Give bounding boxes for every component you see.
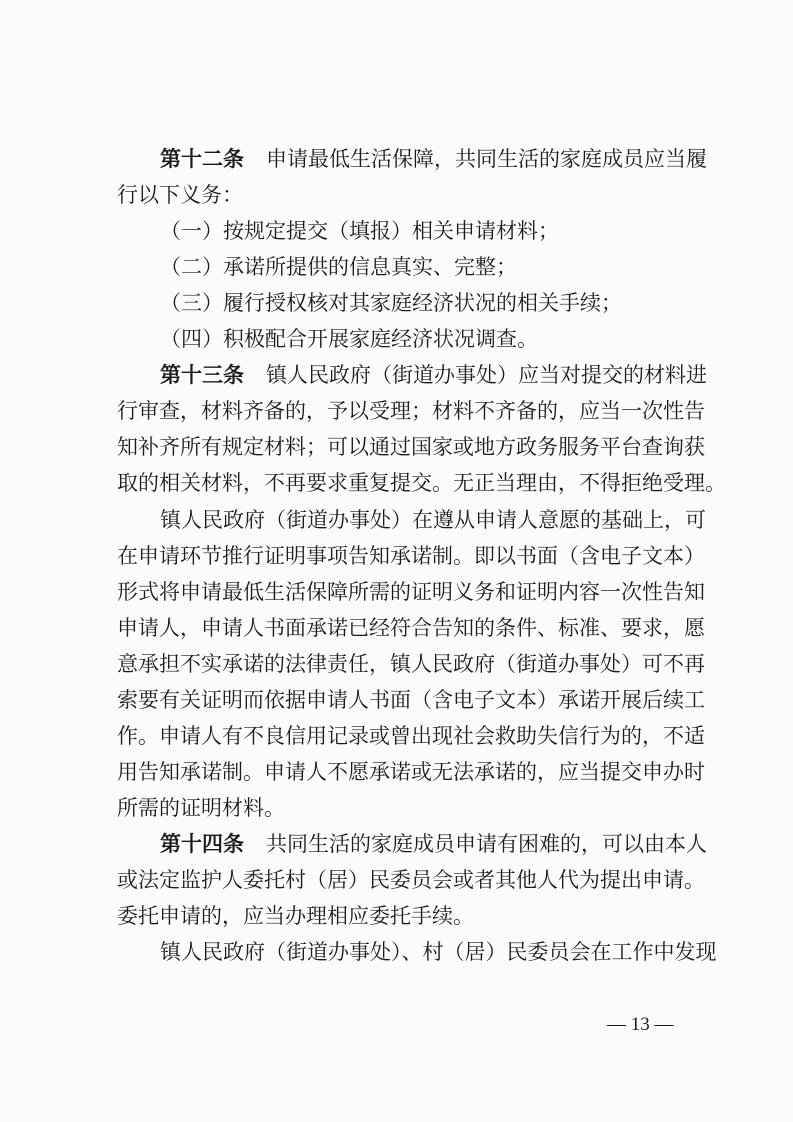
article-12-item-3: （三）履行授权核对其家庭经济状况的相关手续； [160,291,622,315]
article-12-item-1: （一）按规定提交（填报）相关申请材料； [160,219,559,243]
article-14-line-3: 委托申请的，应当办理相应委托手续。 [117,904,474,928]
article-13-line-3: 知补齐所有规定材料；可以通过国家或地方政务服务平台查询获 [117,435,705,459]
article-12-item-2: （二）承诺所提供的信息真实、完整； [160,255,517,279]
article-14-line-1 [160,830,707,858]
commitment-line-5: 意承担不实承诺的法律责任，镇人民政府（街道办事处）可不再 [117,652,705,676]
article-14-line-2: 或法定监护人委托村（居）民委员会或者其他人代为提出申请。 [117,868,705,892]
article-14-text-1: 共同生活的家庭成员申请有困难的，可以由本人 [266,832,707,856]
commitment-line-1: 镇人民政府（街道办事处）在遵从申请人意愿的基础上，可 [160,508,706,532]
commitment-line-3: 形式将申请最低生活保障所需的证明义务和证明内容一次性告知 [117,580,705,604]
commitment-line-9: 所需的证明材料。 [117,796,285,820]
article-14-heading: 第十四条 [160,831,244,856]
last-paragraph-line-1: 镇人民政府（街道办事处）、村（居）民委员会在工作中发现 [160,940,717,964]
commitment-line-4: 申请人，申请人书面承诺已经符合告知的条件、标准、要求，愿 [117,616,705,640]
page-number: — 13 — [607,1014,674,1035]
article-13-line-4: 取的相关材料，不再要求重复提交。无正当理由，不得拒绝受理。 [117,471,726,495]
article-12-item-4: （四）积极配合开展家庭经济状况调查。 [160,327,538,351]
article-13-heading: 第十三条 [160,362,244,387]
article-13-text-1: 镇人民政府（街道办事处）应当对提交的材料进 [266,363,707,387]
commitment-line-2: 在申请环节推行证明事项告知承诺制。即以书面（含电子文本） [117,544,705,568]
article-12-heading: 第十二条 [160,146,244,171]
commitment-line-8: 用告知承诺制。申请人不愿承诺或无法承诺的，应当提交申办时 [117,760,705,784]
article-12-text-1: 申请最低生活保障，共同生活的家庭成员应当履 [266,147,707,171]
article-12-line-1 [160,145,707,173]
commitment-line-7: 作。申请人有不良信用记录或曾出现社会救助失信行为的，不适 [117,724,705,748]
commitment-line-6: 索要有关证明而依据申请人书面（含电子文本）承诺开展后续工 [117,688,705,712]
article-13-line-2: 行审查，材料齐备的，予以受理；材料不齐备的，应当一次性告 [117,399,705,423]
article-13-line-1 [160,361,707,389]
article-12-line-2: 行以下义务： [117,183,243,207]
